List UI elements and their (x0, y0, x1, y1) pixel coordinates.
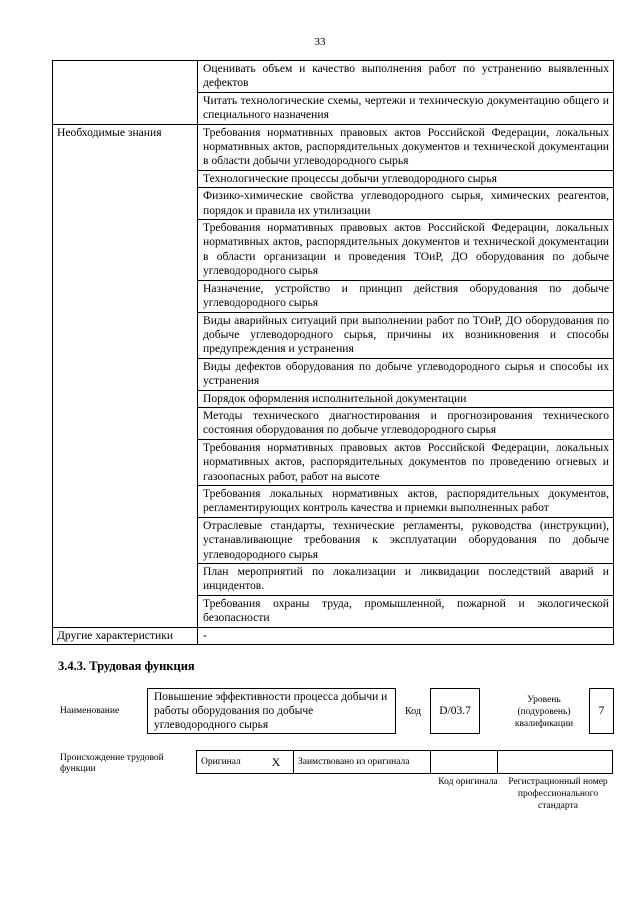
level-value-box: 7 (589, 688, 614, 734)
table-row (53, 124, 614, 170)
row-text: Требования охраны труда, промышленной, пожарной и экологической безопасности (198, 595, 614, 627)
borrowed-label: Заимствовано из оригинала (294, 751, 431, 774)
row-text: Требования нормативных правовых актов Российской Федерации, локальных нормативных актов, распорядительных документов и технической документации в области организации и проведения ТОиР, ДО оборудования по добыче углеводородного сырья (198, 220, 614, 281)
table-row (53, 61, 614, 93)
row-text: Технологические процессы добычи углеводородного сырья (198, 170, 614, 187)
origin-table (196, 750, 613, 774)
row-text: Требования нормативных правовых актов Российской Федерации, локальных нормативных актов, распорядительных документов по проведению огневых и газоопасных работ, работ на высоте (198, 439, 614, 485)
row-text: Читать технологические схемы, чертежи и техническую документацию общего и специального назначения (198, 92, 614, 124)
row-text: Назначение, устройство и принцип действия оборудования по добыче углеводородного сырья (198, 280, 614, 312)
row-text: Виды аварийных ситуаций при выполнении работ по ТОиР, ДО оборудования по добыче углеводородного сырья, причины их возникновения и способы предупреждения и устранения (198, 312, 614, 358)
code-caption: Код оригинала (438, 777, 498, 787)
reg-number-cell (498, 751, 613, 774)
row-label (53, 61, 198, 125)
row-text: Порядок оформления исполнительной документации (198, 390, 614, 407)
row-text: Требования нормативных правовых актов Российской Федерации, локальных нормативных актов, распорядительных документов и технической документации в области добычи углеводородного сырья (198, 124, 614, 170)
reg-caption: Регистрационный номер профессионального стандарта (508, 777, 608, 811)
row-text: Физико-химические свойства углеводородного сырья, химических реагентов, порядок и правила их утилизации (198, 188, 614, 220)
table-row (53, 627, 614, 644)
name-value-box: Повышение эффективности процесса добычи и работы оборудования по добыче углеводородного сырья (147, 688, 396, 734)
row-label: Другие характеристики (53, 627, 198, 644)
knowledge-table (52, 60, 614, 645)
row-text: Требования локальных нормативных актов, распорядительных документов, регламентирующих контроль качества и приемки выполненных работ (198, 485, 614, 517)
original-label: Оригинал (197, 751, 260, 774)
row-text: Виды дефектов оборудования по добыче углеводородного сырья и способы их устранения (198, 358, 614, 390)
page-number: 33 (314, 36, 326, 48)
row-text: Методы технического диагностирования и прогнозирования технического состояния оборудования по добыче углеводородного сырья (198, 407, 614, 439)
row-text: Оценивать объем и качество выполнения работ по устранению выявленных дефектов (198, 61, 614, 93)
row-text: План мероприятий по локализации и ликвидации последствий аварий и инцидентов. (198, 564, 614, 596)
code-value-box: D/03.7 (430, 688, 480, 734)
row-text: Отраслевые стандарты, технические регламенты, руководства (инструкции), устанавливающие требования к эксплуатации оборудования по добыче углеводородного сырья (198, 517, 614, 563)
section-title: 3.4.3. Трудовая функция (58, 659, 195, 673)
row-label: Необходимые знания (53, 124, 198, 627)
origin-label: Происхождение трудовой функции (60, 753, 164, 774)
name-label: Наименование (60, 706, 120, 716)
row-text: - (198, 627, 614, 644)
code-label: Код (405, 706, 421, 717)
original-code-cell (431, 751, 498, 774)
original-mark: X (259, 751, 294, 774)
level-label: Уровень (подуровень) квалификации (514, 695, 574, 729)
